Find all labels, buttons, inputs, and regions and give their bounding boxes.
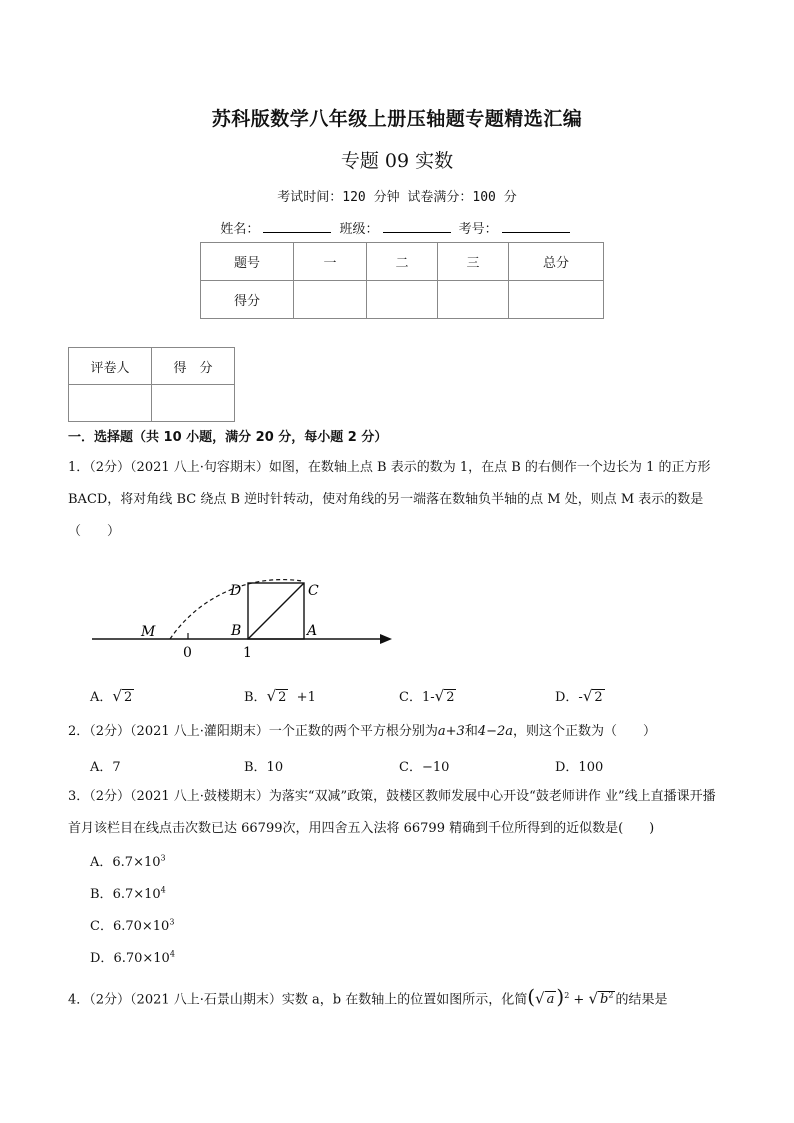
table-row — [69, 385, 235, 422]
grader-cell[interactable] — [69, 385, 152, 422]
q1-option-d[interactable]: D．-√ 2 — [555, 687, 603, 705]
table-cell: 二 — [367, 243, 438, 281]
q2-option-b[interactable]: B．10 — [244, 760, 284, 775]
q2-option-a[interactable]: A．7 — [90, 760, 121, 775]
page-subtitle: 专题 09 实数 — [340, 150, 454, 172]
score-cell[interactable] — [294, 281, 367, 319]
table-row — [201, 243, 604, 281]
q2-option-c[interactable]: C．−10 — [399, 760, 450, 775]
number-blank[interactable] — [502, 220, 570, 233]
q1-option-c[interactable]: C．1-√ 2 — [399, 687, 455, 705]
q1-option-b[interactable]: B．√ 2 +1 — [244, 687, 316, 705]
score-table — [200, 242, 604, 319]
q3-option-a[interactable]: A．$6.7\times 10^3$ — [90, 853, 166, 870]
section-heading: 一．选择题（共 10 小题，满分 20 分，每小题 2 分） — [68, 430, 388, 445]
q1-option-a[interactable]: A．√ 2 — [90, 687, 133, 705]
diagonal-BC — [248, 583, 304, 639]
score-cell[interactable] — [367, 281, 438, 319]
student-info-fields — [0, 218, 794, 237]
label-B: B — [231, 623, 242, 639]
page-title: 苏科版数学八年级上册压轴题专题精选汇编 — [211, 108, 583, 130]
label-zero: 0 — [183, 645, 192, 661]
table-cell: 总分 — [509, 243, 604, 281]
score-cell[interactable] — [509, 281, 604, 319]
grader-header: 评卷人 — [69, 348, 152, 385]
question-2-stem: 2．（2分）（2021 八上·灌阳期末）一个正数的两个平方根分别为a+3和4−2a，则这个正数为（ ） — [68, 724, 657, 739]
label-C: C — [308, 583, 319, 599]
class-label: 班级： — [339, 222, 379, 237]
label-A: A — [307, 623, 318, 639]
exam-info: 考试时间：120 分钟 试卷满分：100 分 — [277, 190, 517, 205]
name-label: 姓名： — [220, 222, 260, 237]
label-D: D — [230, 583, 242, 599]
question-4-stem: 4．（2分）（2021 八上·石景山期末）实数 a，b 在数轴上的位置如图所示，化简(√ a )$^2$ + √ $b^2$ 的结果是 — [68, 984, 668, 1009]
table-cell: 题号 — [201, 243, 294, 281]
number-line-figure — [88, 555, 408, 667]
table-row — [69, 348, 235, 385]
class-blank[interactable] — [383, 220, 451, 233]
q3-option-c[interactable]: C．$6.70\times 10^3$ — [90, 917, 175, 934]
number-label: 考号： — [458, 222, 498, 237]
name-blank[interactable] — [263, 220, 331, 233]
q3-option-d[interactable]: D．$6.70\times 10^4$ — [90, 949, 175, 966]
table-cell: 一 — [294, 243, 367, 281]
score-cell[interactable] — [152, 385, 235, 422]
label-one: 1 — [243, 645, 252, 661]
score-cell[interactable] — [438, 281, 509, 319]
table-cell: 得分 — [201, 281, 294, 319]
question-3-stem: 3．（2分）（2021 八上·鼓楼期末）为落实“双减”政策，鼓楼区教师发展中心开设“鼓老师讲作 业”线上直播课开播首月该栏目在线点击次数已达 66799次，用四舍五入法将 66799 精确到千位所得到的近似数是( ) — [68, 789, 716, 836]
table-row — [201, 281, 604, 319]
label-M: M — [141, 624, 156, 640]
score-header: 得 分 — [152, 348, 235, 385]
grader-table — [68, 347, 235, 422]
table-cell: 三 — [438, 243, 509, 281]
q3-option-b[interactable]: B．$6.7\times 10^4$ — [90, 885, 166, 902]
q2-option-d[interactable]: D．100 — [555, 760, 604, 775]
arrow-head-icon — [380, 634, 392, 644]
question-1-stem: 1．（2分）（2021 八上·句容期末）如图，在数轴上点 B 表示的数为 1，在点 B 的右侧作一个边长为 1 的正方形BACD，将对角线 BC 绕点 B 逆时针转动，使对角线的另一端落在数轴负半轴的点 M 处，则点 M 表示的数是（ ） — [68, 460, 711, 539]
